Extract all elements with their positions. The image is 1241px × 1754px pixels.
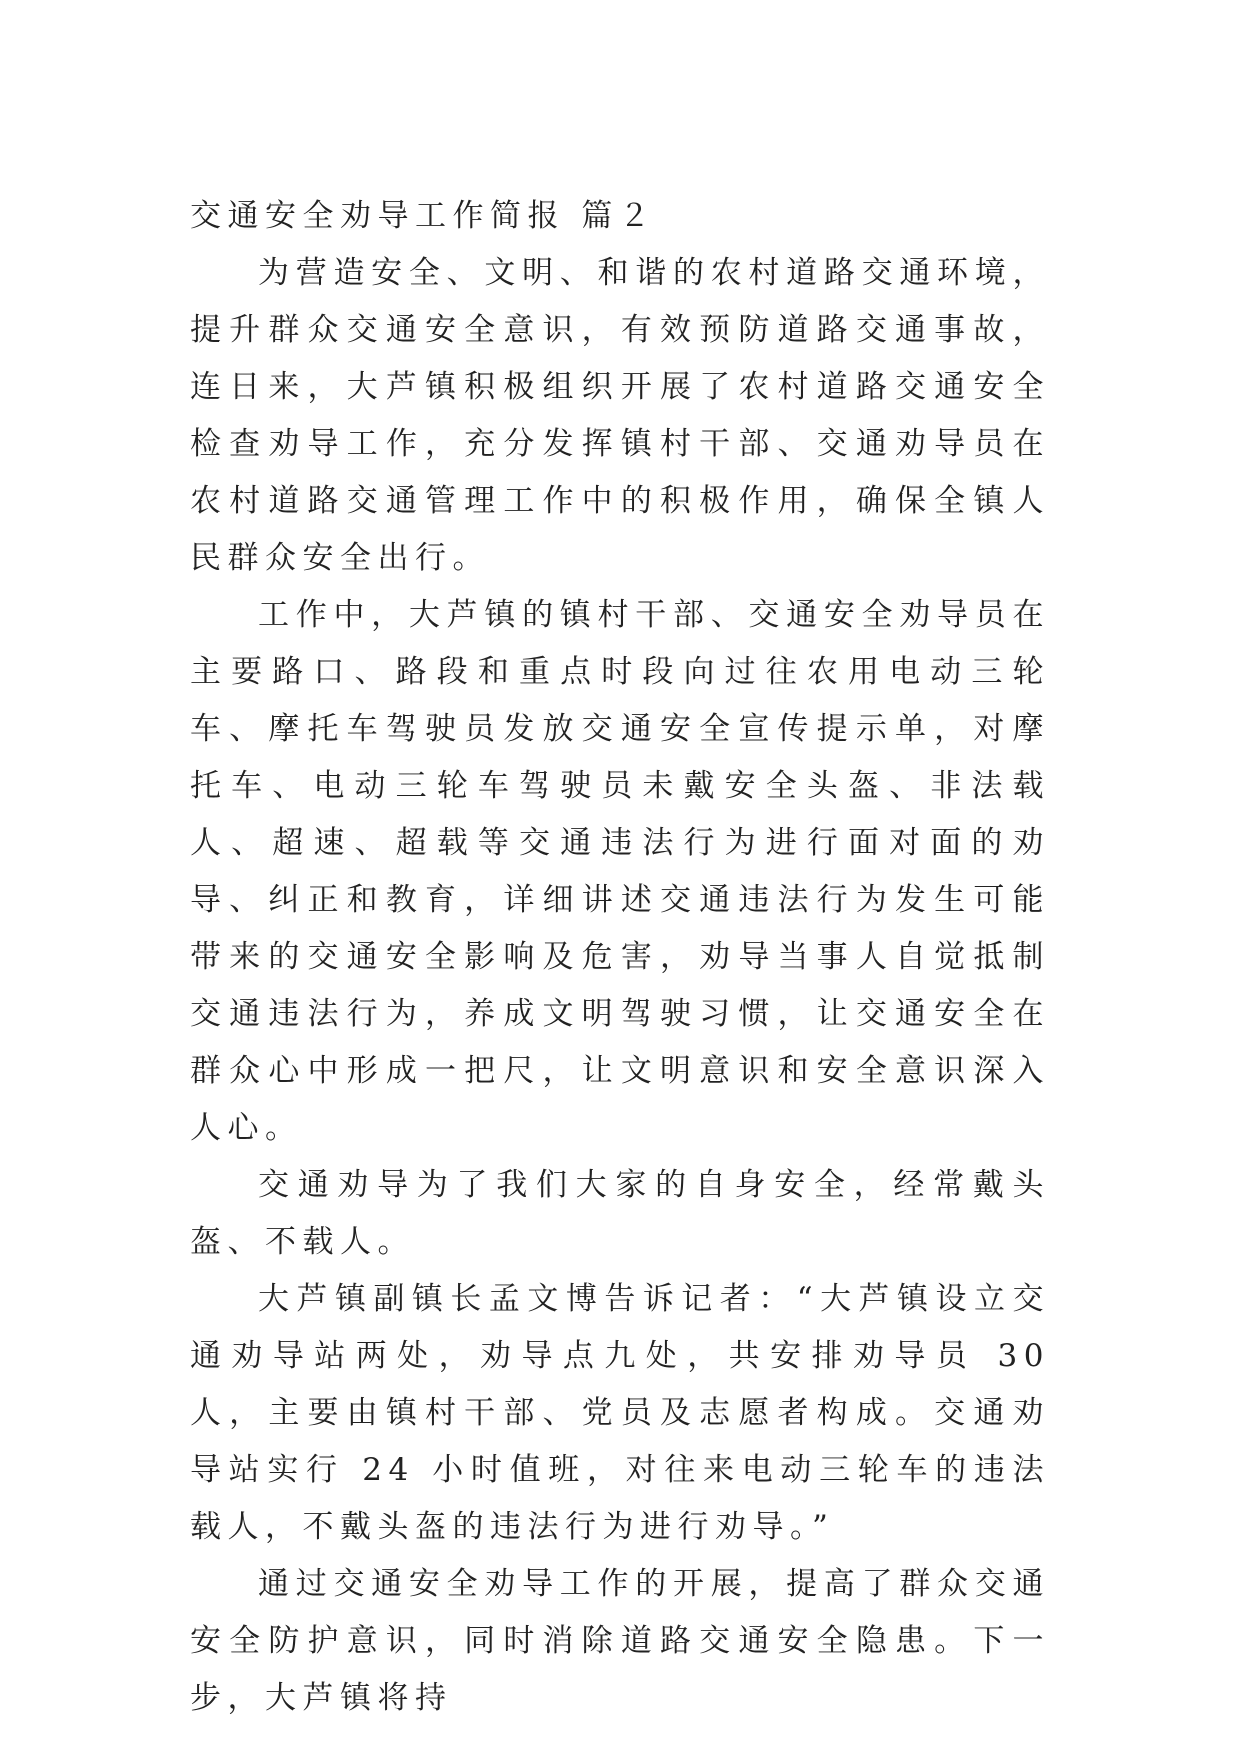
document-title: 交通安全劝导工作简报 篇２: [190, 198, 657, 234]
document-body: [190, 188, 1050, 1727]
paragraph-quote: 大芦镇副镇长孟文博告诉记者：“大芦镇设立交通劝导站两处，劝导点九处，共安排劝导员 30 人，主要由镇村干部、党员及志愿者构成。交通劝导站实行 24 小时值班，对往来电动三轮车的违法载人，不戴头盔的违法行为进行劝导。”: [190, 1281, 1050, 1545]
paragraph-intro: 为营造安全、文明、和谐的农村道路交通环境，提升群众交通安全意识，有效预防道路交通事故，连日来，大芦镇积极组织开展了农村道路交通安全检查劝导工作，充分发挥镇村干部、交通劝导员在农村道路交通管理工作中的积极作用，确保全镇人民群众安全出行。: [190, 255, 1050, 576]
paragraph-next-step: 通过交通安全劝导工作的开展，提高了群众交通安全防护意识，同时消除道路交通安全隐患。下一步，大芦镇将持: [190, 1566, 1050, 1716]
paragraph-safety: 交通劝导为了我们大家的自身安全，经常戴头盔、不载人。: [190, 1167, 1050, 1260]
paragraph-work: 工作中，大芦镇的镇村干部、交通安全劝导员在主要路口、路段和重点时段向过往农用电动三轮车、摩托车驾驶员发放交通安全宣传提示单，对摩托车、电动三轮车驾驶员未戴安全头盔、非法载人、超速、超载等交通违法行为进行面对面的劝导、纠正和教育，详细讲述交通违法行为发生可能带来的交通安全影响及危害，劝导当事人自觉抵制交通违法行为，养成文明驾驶习惯，让交通安全在群众心中形成一把尺，让文明意识和安全意识深入人心。: [190, 597, 1050, 1146]
